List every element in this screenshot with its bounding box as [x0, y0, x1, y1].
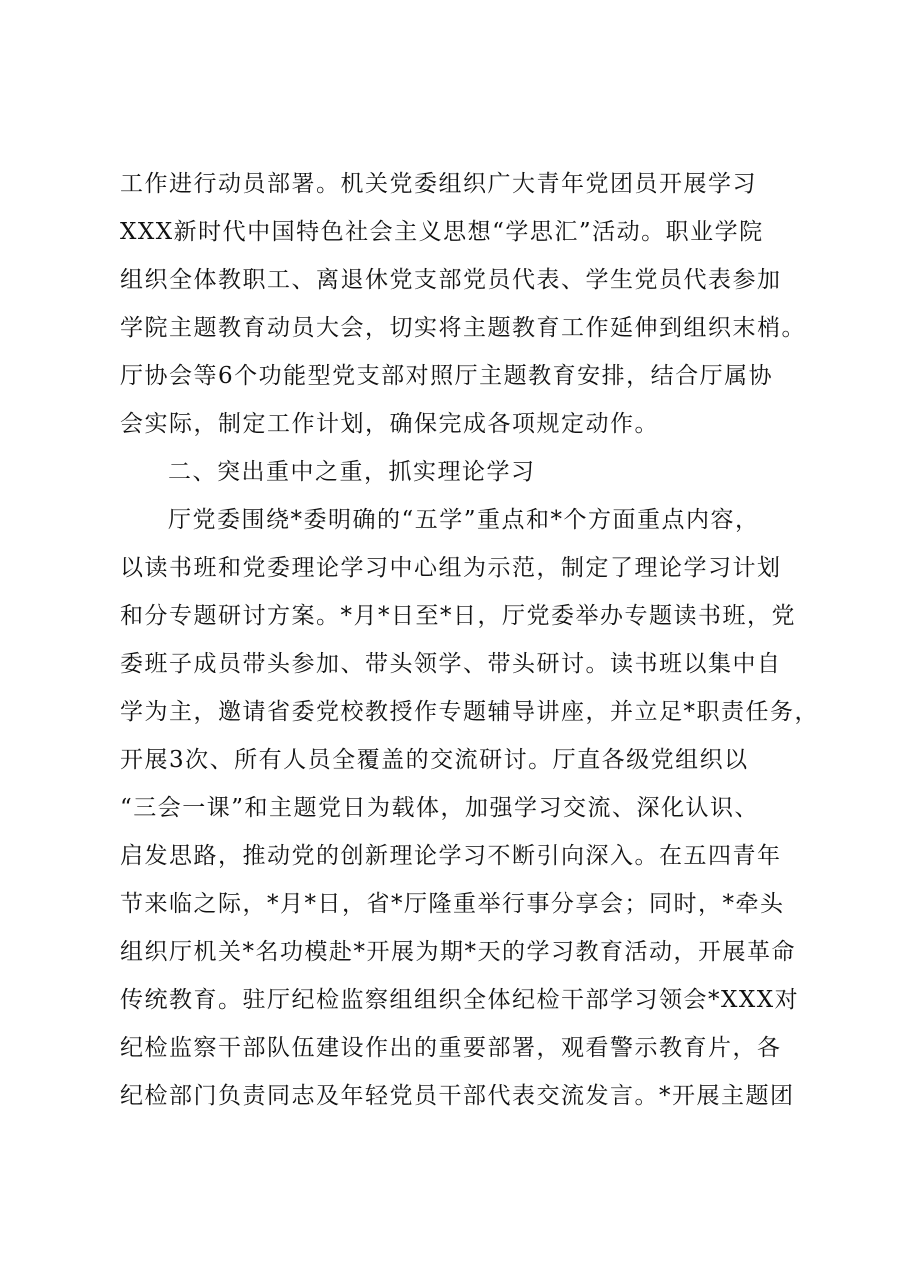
- body-line-13: 开展3次、所有人员全覆盖的交流研讨。厅直各级党组织以: [120, 747, 749, 773]
- body-line-16: 节来临之际，*月*日，省*厅隆重举行事分享会；同时，*牵头: [120, 891, 785, 917]
- body-line-5: 厅协会等6个功能型党支部对照厅主题教育安排，结合厅属协: [120, 363, 774, 389]
- body-line-6: 会实际，制定工作计划，确保完成各项规定动作。: [120, 411, 659, 437]
- body-line-2: XXX新时代中国特色社会主义思想“学思汇”活动。职业学院: [120, 219, 764, 245]
- body-line-10: 和分专题研讨方案。*月*日至*日，厅党委举办专题读书班，党: [120, 603, 796, 629]
- body-line-12: 学为主，邀请省委党校教授作专题辅导讲座，并立足*职责任务，: [120, 699, 819, 725]
- section-heading: 二、突出重中之重，抓实理论学习: [168, 459, 536, 485]
- body-line-8: 厅党委围绕*委明确的“五学”重点和*个方面重点内容，: [168, 507, 760, 533]
- body-line-19: 纪检监察干部队伍建设作出的重要部署，观看警示教育片，各: [120, 1035, 782, 1061]
- body-line-9: 以读书班和党委理论学习中心组为示范，制定了理论学习计划: [120, 555, 782, 581]
- body-line-18: 传统教育。驻厅纪检监察组组织全体纪检干部学习领会*XXX对: [120, 987, 800, 1013]
- body-line-3: 组织全体教职工、离退休党支部党员代表、学生党员代表参加: [120, 267, 782, 293]
- body-line-4: 学院主题教育动员大会，切实将主题教育工作延伸到组织末梢。: [120, 315, 806, 341]
- body-line-20: 纪检部门负责同志及年轻党员干部代表交流发言。*开展主题团: [120, 1083, 795, 1109]
- body-line-15: 启发思路，推动党的创新理论学习不断引向深入。在五四青年: [120, 843, 782, 869]
- body-line-14: “三会一课”和主题党日为载体，加强学习交流、深化认识、: [120, 795, 760, 821]
- body-line-17: 组织厅机关*名功模赴*开展为期*天的学习教育活动，开展革命: [120, 939, 796, 965]
- body-line-11: 委班子成员带头参加、带头领学、带头研讨。读书班以集中自: [120, 651, 782, 677]
- body-line-1: 工作进行动员部署。机关党委组织广大青年党团员开展学习: [120, 171, 757, 197]
